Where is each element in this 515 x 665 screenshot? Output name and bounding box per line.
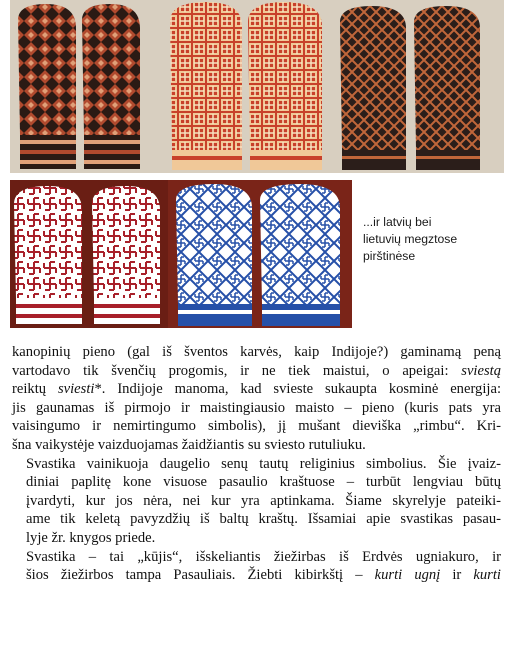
text-run: vartodavo tik švenčių progomis, ir ne tiek maistui, o apeigai: [12,362,462,379]
text-run: šios žiežirbos tampa Pasauliais. Žiebti kibirkštį – [26,567,375,584]
italic-term: kurti [473,567,501,584]
text-run: reiktų [12,381,58,398]
text-line: vaisingumo ir nemirtingumo simbolis), jį mušant dieviška „rimbu“. Kri- [12,418,501,435]
text-line: lyje žr. knygos priede. [26,529,156,546]
mittens-photo-bottom-image [10,180,352,328]
italic-term: sviesti [57,381,95,398]
caption-line: lietuvių megztose [363,232,458,246]
text-run: ir [440,567,474,584]
caption-line: pirštinėse [363,249,416,263]
text-line [12,380,501,399]
text-line [12,566,501,585]
text-line: ame tik keletą pavyzdžių iš baltų kraštų. Išsamiai apie svastikas pasau- [26,511,501,528]
text-line: Svastika vainikuoja daugelio senų tautų religinius simbolius. Šie įvaiz- [26,455,501,472]
italic-term: sviestą [461,362,501,379]
paragraph-swastika [12,455,501,548]
text-line: kanopinių pieno (gal iš šventos karvės, kaip Indijoje?) gaminamą peną [12,344,501,360]
italic-term: kurti ugnį [374,567,441,584]
body-text [12,343,501,585]
text-line: Svastika – tai „kūjis“, išskeliantis žiežirbas iš Erdvės ugniakuro, ir [26,548,501,565]
text-line: diniai paplitę kone visuose pasaulio kraštuose – turbūt lengviau būtų [26,474,501,491]
mittens-photo-top-image [10,0,504,173]
text-line: įvardyti, kur jos nėra, nei kur yra aptinkama. Šiame skyrelyje pateiki- [26,492,501,509]
text-line: šna vaikystėje vaizduojamas žaidžiantis su sviesto rutuliuku. [12,436,366,453]
caption-line: ...ir latvių bei [363,215,432,229]
text-line: jis gaunamas iš pirmojo ir maistingiausio maisto – pieno (kuris pats yra [12,399,501,416]
photo-caption [363,214,493,265]
paragraph-hammer [12,548,501,585]
mittens-photo-bottom [10,180,352,328]
mittens-photo-top [10,0,504,173]
text-run: *. Indijoje manoma, kad svieste sukaupta kosminė energija: [94,381,501,398]
text-line [12,362,501,381]
paragraph-butter [12,343,501,455]
